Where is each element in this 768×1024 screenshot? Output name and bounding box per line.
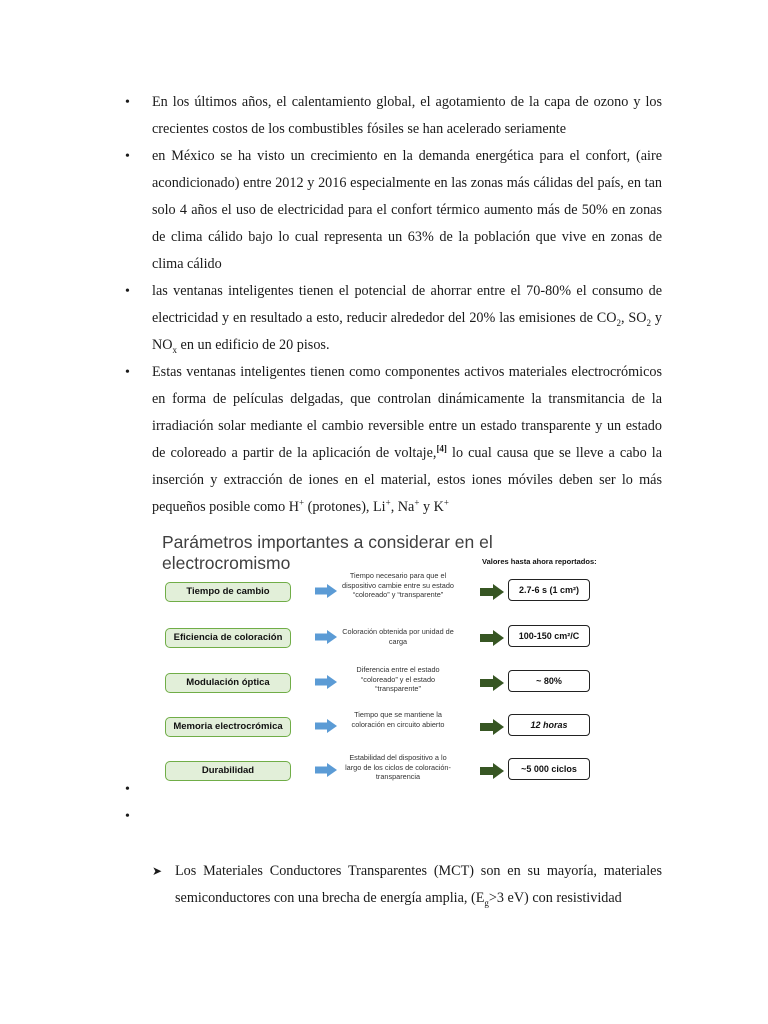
- bullet-text: >3 eV) con resistividad: [488, 890, 622, 906]
- figure-title: Parámetros importantes a considerar en el electrocromismo: [162, 532, 493, 573]
- arrow-bullet-item: [152, 858, 662, 912]
- bullet-item: [125, 89, 662, 143]
- right-arrow-icon: [480, 630, 504, 646]
- parameter-description: Diferencia entre el estado “coloreado” y el estado “transparente”: [356, 665, 440, 693]
- bullet-item: [125, 278, 662, 359]
- parameter-row: [150, 710, 625, 744]
- parameter-description: Tiempo necesario para que el dispositivo cambie entre su estado “coloreado” y “transparente”: [342, 571, 454, 599]
- parameter-label: Eficiencia de coloración: [165, 628, 291, 648]
- right-arrow-icon: [315, 584, 337, 598]
- right-arrow-icon: [315, 719, 337, 733]
- superscript: +: [298, 497, 305, 508]
- superscript: +: [414, 497, 420, 508]
- bullet-text: y K: [419, 499, 444, 515]
- bullet-text: en un edificio de 20 pisos.: [177, 337, 330, 353]
- bullet-text: en México se ha visto un crecimiento en la demanda energética para el confort, (aire acondicionado) entre 2012 y 2016 especialmente en las zonas más cálidas del país, en tan solo 4 años el uso de electricidad para el confort térmico aumento más de 50% en zonas de clima cálido bajo lo cual representa un 63% de la población que vive en zonas de clima cálido: [152, 148, 662, 272]
- parameter-description: Estabilidad del dispositivo a lo largo de los ciclos de coloración-transparencia: [345, 753, 451, 781]
- right-arrow-icon: [480, 584, 504, 600]
- superscript: +: [443, 497, 449, 508]
- parameter-row: [150, 571, 625, 609]
- right-arrow-icon: [315, 763, 337, 777]
- bullet-text: (protones), Li: [304, 499, 386, 515]
- bullet-item: [125, 359, 662, 521]
- bullet-text: Los Materiales Conductores Transparentes (MCT) son en su mayoría, materiales semiconductores con una brecha de energía amplia, (E: [175, 863, 662, 906]
- right-arrow-icon: [315, 675, 337, 689]
- bullet-text: lo cual causa que se lleve a cabo la inserción y extracción de iones en el material, estos iones móviles deben ser lo más pequeños posible como H: [152, 445, 662, 515]
- parameter-row: [150, 754, 625, 788]
- parameter-label: Durabilidad: [165, 761, 291, 781]
- parameter-value: ~ 80%: [508, 670, 590, 692]
- bullet-list: [125, 89, 662, 521]
- bullet-text: , SO: [620, 310, 647, 326]
- electrochromism-parameters-figure: [150, 530, 625, 798]
- subscript: 2: [616, 317, 621, 328]
- figure-subheading: Valores hasta ahora reportados:: [482, 557, 597, 566]
- arrowhead-bullet-icon: ➤: [152, 864, 163, 878]
- bullet-item: [125, 143, 662, 278]
- right-arrow-icon: [480, 719, 504, 735]
- superscript: +: [385, 497, 391, 508]
- parameter-value: ~5 000 ciclos: [508, 758, 590, 780]
- empty-bullet: •: [125, 809, 130, 824]
- bullet-text: las ventanas inteligentes tienen el potencial de ahorrar entre el 70-80% el consumo de electricidad y en resultado a esto, reducir alrededor del 20% las emisiones de CO: [152, 283, 662, 326]
- empty-bullet: •: [125, 782, 130, 797]
- bullet-text: En los últimos años, el calentamiento global, el agotamiento de la capa de ozono y los crecientes costos de los combustibles fósiles se han acelerado seriamente: [152, 94, 662, 137]
- parameter-row: [150, 621, 625, 655]
- bullet-text: , Na: [390, 499, 415, 515]
- subscript: x: [172, 344, 177, 355]
- parameter-label: Memoria electrocrómica: [165, 717, 291, 737]
- right-arrow-icon: [315, 630, 337, 644]
- parameter-value: 2.7-6 s (1 cm²): [508, 579, 590, 601]
- arrow-bullet-list: [152, 858, 662, 912]
- right-arrow-icon: [480, 675, 504, 691]
- right-arrow-icon: [480, 763, 504, 779]
- parameter-label: Modulación óptica: [165, 673, 291, 693]
- parameter-value: 12 horas: [508, 714, 590, 736]
- bullet-text: y NO: [152, 310, 663, 353]
- parameter-value: 100-150 cm²/C: [508, 625, 590, 647]
- parameter-description: Tiempo que se mantiene la coloración en circuito abierto: [351, 710, 445, 729]
- subscript: g: [484, 897, 489, 908]
- subscript: 2: [646, 317, 652, 328]
- parameter-label: Tiempo de cambio: [165, 582, 291, 602]
- parameter-description: Coloración obtenida por unidad de carga: [342, 627, 454, 646]
- bullet-text: Estas ventanas inteligentes tienen como componentes activos materiales electrocrómicos en forma de películas delgadas, que controlan dinámicamente la transmitancia de la irradiación solar mediante el cambio reversible entre un estado transparente y un estado de coloreado a partir de la aplicación de voltaje,: [152, 364, 662, 461]
- parameter-row: [150, 666, 625, 700]
- reference-marker: [4]: [436, 443, 447, 454]
